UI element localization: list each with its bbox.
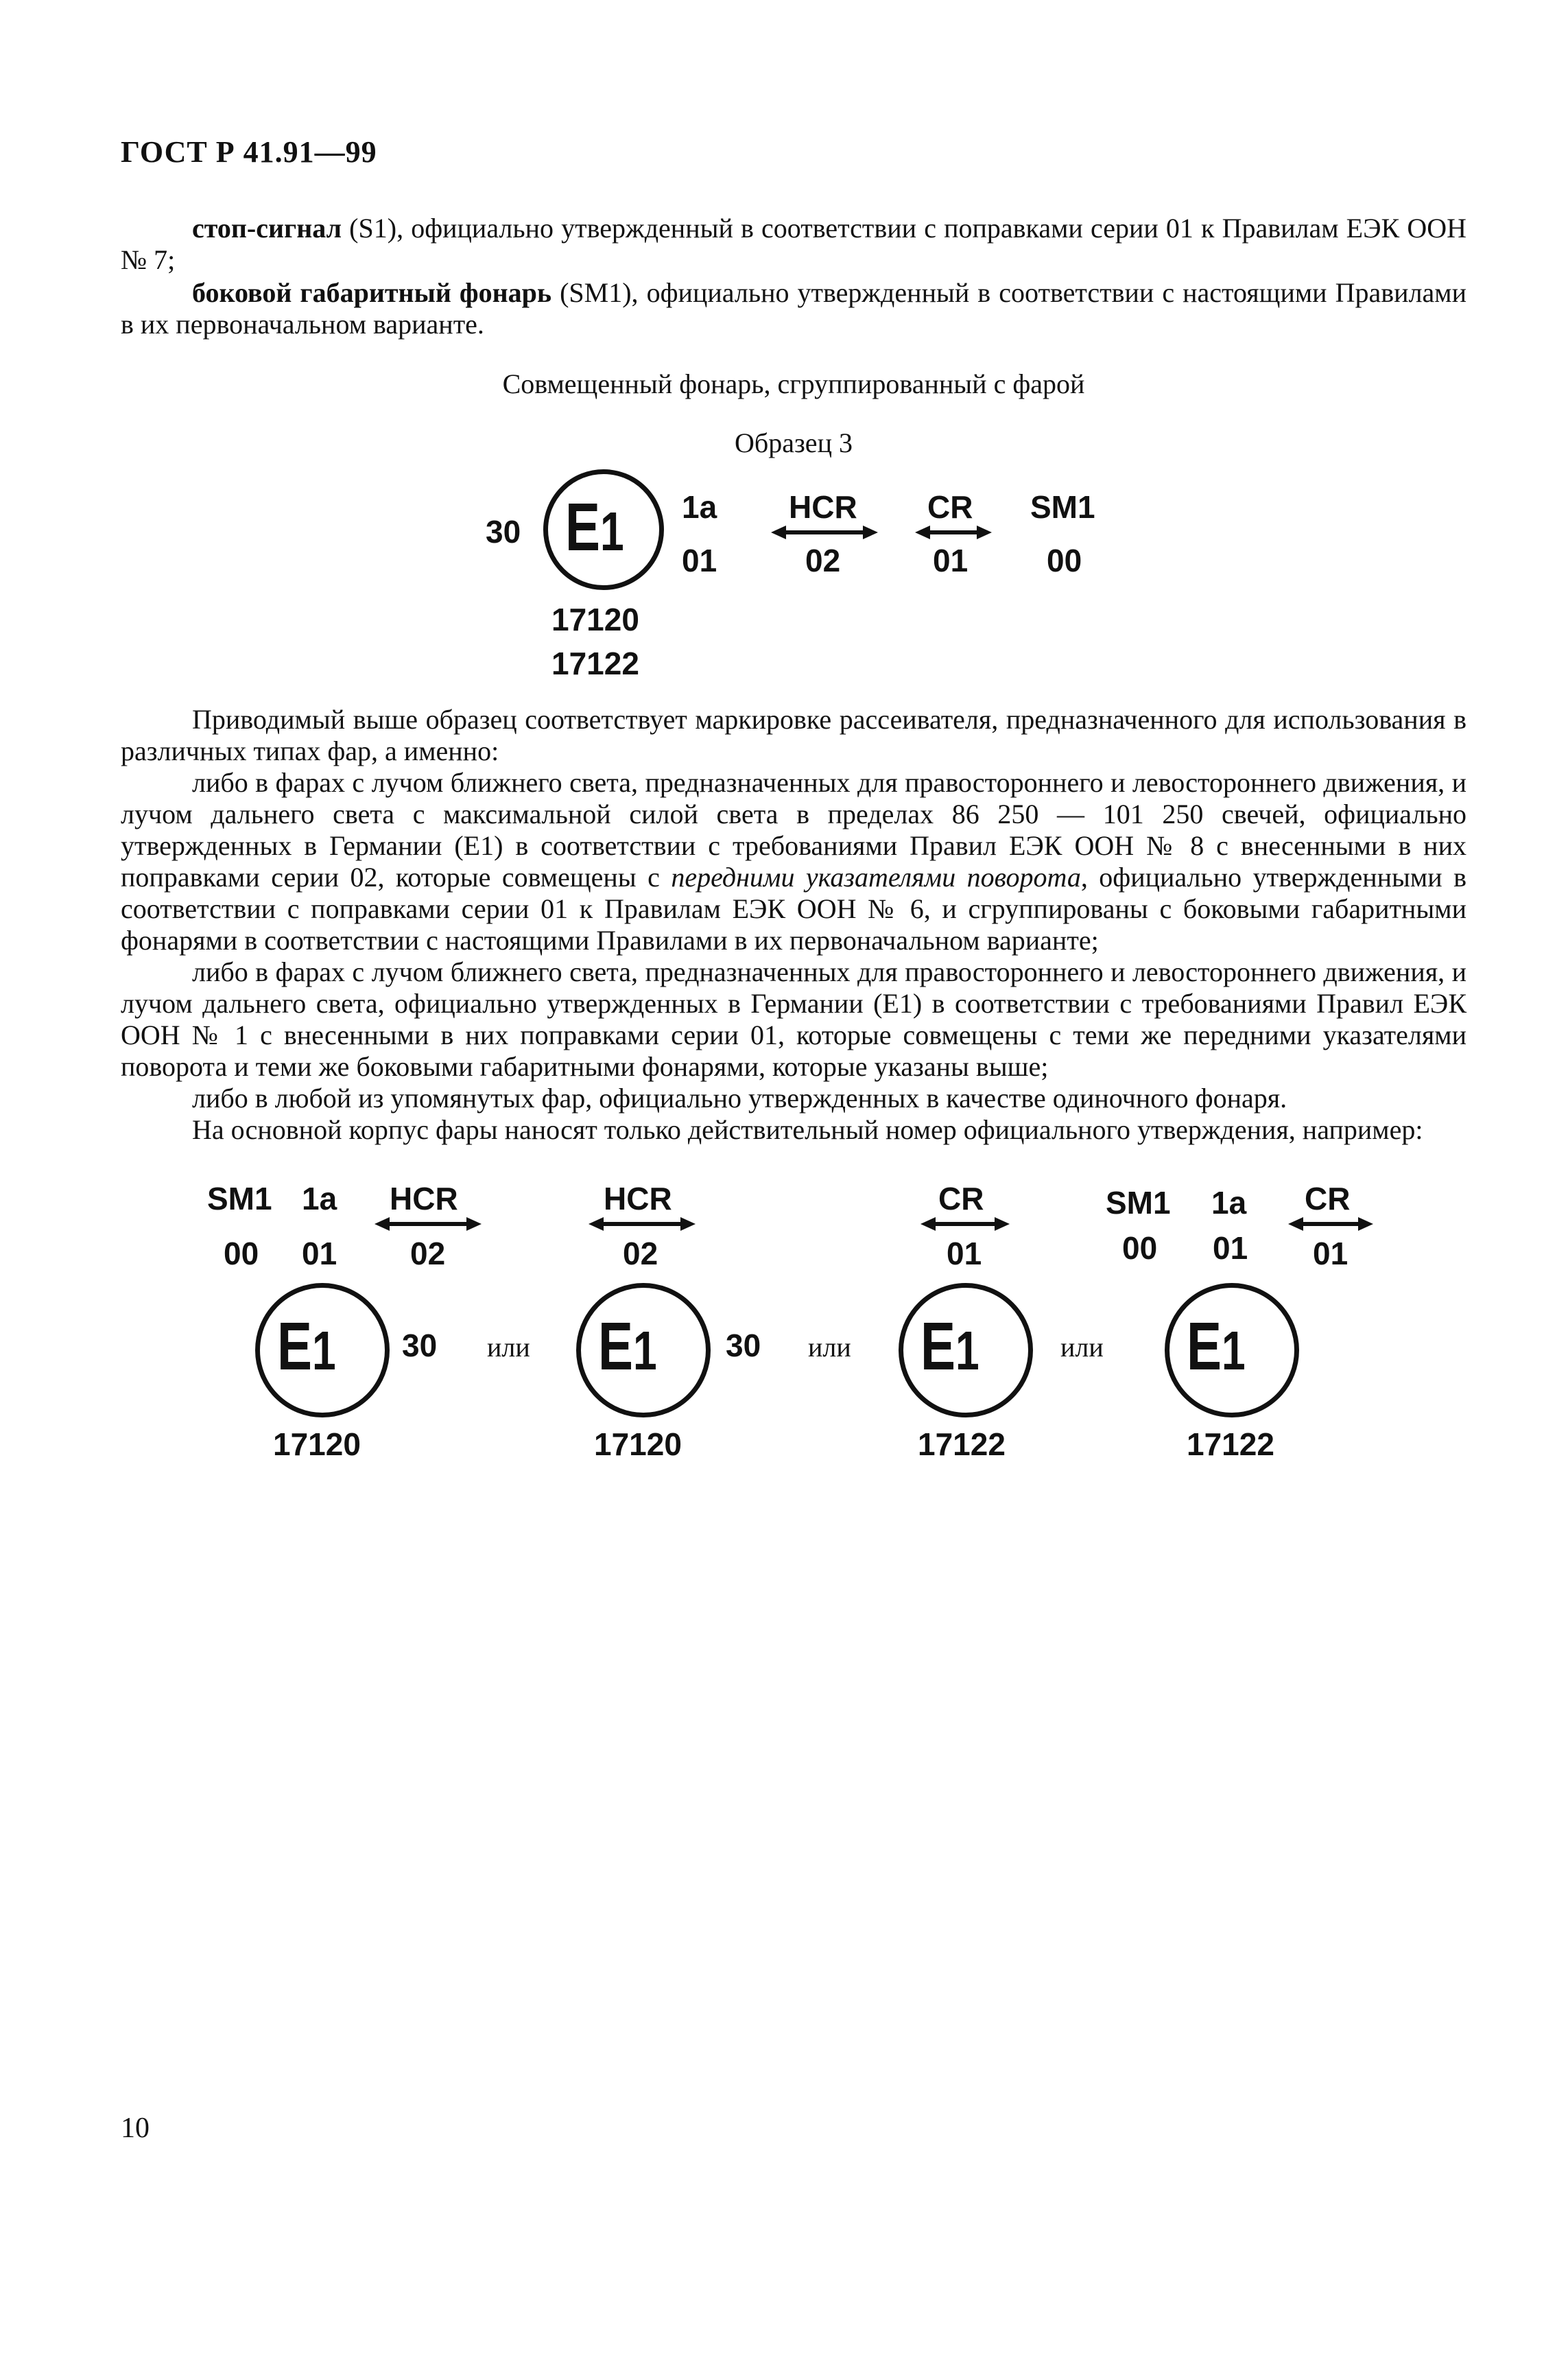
double-arrow-icon xyxy=(589,1216,696,1232)
example1-label-top-1: SM1 xyxy=(207,1181,272,1216)
double-arrow-icon xyxy=(920,1216,1010,1232)
approval-circle-label xyxy=(920,1308,979,1385)
example2-approval: 17120 xyxy=(594,1426,682,1462)
sample3-col4-top: SM1 xyxy=(1030,489,1095,525)
paragraph-side-marker xyxy=(121,277,1466,340)
example4-label-bottom-1: 00 xyxy=(1122,1230,1158,1266)
example1-side-number: 30 xyxy=(402,1328,438,1363)
circle-letter: E xyxy=(565,489,600,565)
paragraph-main-body: На основной корпус фары наносят только действительный номер официального утверждения, например: xyxy=(192,1114,1423,1145)
example1-label-bottom-2: 01 xyxy=(302,1236,337,1271)
double-arrow-icon xyxy=(1288,1216,1373,1232)
document-header: ГОСТ Р 41.91—99 xyxy=(121,135,377,169)
example2-label-bottom-1: 02 xyxy=(623,1236,658,1271)
example4-approval: 17122 xyxy=(1187,1426,1274,1462)
example1-label-bottom-1: 00 xyxy=(224,1236,259,1271)
paragraph-intro: Приводимый выше образец соответствует маркировке рассеивателя, предназначенного для использования в различных типах фар, а именно: xyxy=(121,704,1466,766)
double-arrow-icon xyxy=(771,524,878,541)
example1-label-bottom-3: 02 xyxy=(410,1236,446,1271)
circle-letter: E xyxy=(920,1308,955,1384)
example2-label-top-1: HCR xyxy=(604,1181,672,1216)
paragraph-side-marker-text: (SM1), официально утвержденный в соответствии с настоящими Правилами в их первоначальном варианте. xyxy=(121,277,1467,340)
double-arrow-icon xyxy=(915,524,992,541)
approval-circle-label xyxy=(1187,1308,1246,1385)
example3-approval: 17122 xyxy=(918,1426,1006,1462)
sample3-col3-top: CR xyxy=(927,489,973,525)
separator-or-3: или xyxy=(1060,1332,1104,1363)
circle-digit: 1 xyxy=(955,1320,979,1381)
sample3-col1-bottom: 01 xyxy=(682,543,717,578)
sample3-col1-top: 1a xyxy=(682,489,717,525)
circle-letter: E xyxy=(598,1308,633,1384)
term-stop-signal: стоп-сигнал xyxy=(192,213,342,244)
double-arrow-icon xyxy=(375,1216,482,1232)
example3-label-bottom-1: 01 xyxy=(947,1236,982,1271)
page-number: 10 xyxy=(121,2112,150,2144)
paragraph-option-1-a: либо в фарах с лучом ближнего света, предназначенных для правостороннего и левостороннего движения, и лучом дальнего света с максимальной силой света в пределах 86 250 — 101 250 свечей, официально утвержденных в Германии (E1) в соответствии с требованиями Правил ЕЭК ООН № 8 с внесенными в них поправками серии 02, которые совмещены с xyxy=(121,767,1466,893)
example4-label-top-3: CR xyxy=(1305,1181,1351,1216)
example1-approval: 17120 xyxy=(273,1426,361,1462)
sample3-col4-bottom: 00 xyxy=(1047,543,1082,578)
sample3-approval-1: 17120 xyxy=(551,602,639,637)
example1-label-top-3: HCR xyxy=(390,1181,458,1216)
separator-or-2: или xyxy=(808,1332,851,1363)
sample3-col2-top: HCR xyxy=(789,489,857,525)
circle-digit: 1 xyxy=(599,501,624,562)
approval-circle-label xyxy=(598,1308,657,1385)
section-title: Совмещенный фонарь, сгруппированный с фарой xyxy=(502,368,1085,399)
example1-label-top-2: 1a xyxy=(302,1181,337,1216)
approval-circle-label xyxy=(277,1308,336,1385)
example2-side-number: 30 xyxy=(726,1328,761,1363)
paragraph-stop-signal xyxy=(121,213,1466,276)
example4-label-top-2: 1a xyxy=(1211,1185,1247,1221)
term-side-marker: боковой габаритный фонарь xyxy=(192,277,552,308)
example4-label-bottom-3: 01 xyxy=(1313,1236,1349,1271)
circle-digit: 1 xyxy=(1221,1320,1246,1381)
circle-letter: E xyxy=(1187,1308,1222,1384)
paragraph-option-1-italic: передними указателями поворота xyxy=(671,862,1081,893)
paragraph-option-2: либо в фарах с лучом ближнего света, предназначенных для правостороннего и левостороннего движения, и лучом дальнего света, официально утвержденных в Германии (E1) в соответствии с требованиями Правил ЕЭК ООН № 1 с внесенными в них поправками серии 01, которые совмещены с теми же передними указателями поворота и теми же боковыми габаритными фонарями, которые указаны выше; xyxy=(121,956,1466,1082)
circle-digit: 1 xyxy=(632,1320,657,1381)
sample3-left-number: 30 xyxy=(486,514,521,550)
paragraph-option-1-b: , официально утвержденными в соответствии с поправками серии 01 к Правилам ЕЭК ООН № 6, и сгруппированы с боковыми габаритными фонарями в соответствии с настоящими Правилами в их первоначальном варианте; xyxy=(121,862,1466,956)
sample3-approval-2: 17122 xyxy=(551,646,639,681)
sample3-col2-bottom: 02 xyxy=(805,543,841,578)
paragraph-option-3: либо в любой из упомянутых фар, официально утвержденных в качестве одиночного фонаря. xyxy=(192,1083,1287,1114)
circle-letter: E xyxy=(277,1308,312,1384)
example3-label-top-1: CR xyxy=(938,1181,984,1216)
circle-digit: 1 xyxy=(311,1320,336,1381)
paragraph-stop-signal-text: (S1), официально утвержденный в соответствии с поправками серии 01 к Правилам ЕЭК ООН № 7; xyxy=(121,213,1466,275)
example4-label-bottom-2: 01 xyxy=(1213,1230,1248,1266)
example4-label-top-1: SM1 xyxy=(1106,1185,1171,1221)
sample3-col3-bottom: 01 xyxy=(933,543,969,578)
sample-label: Образец 3 xyxy=(735,427,853,458)
approval-circle-label xyxy=(565,488,624,566)
paragraph-option-1 xyxy=(121,767,1466,956)
separator-or-1: или xyxy=(487,1332,530,1363)
